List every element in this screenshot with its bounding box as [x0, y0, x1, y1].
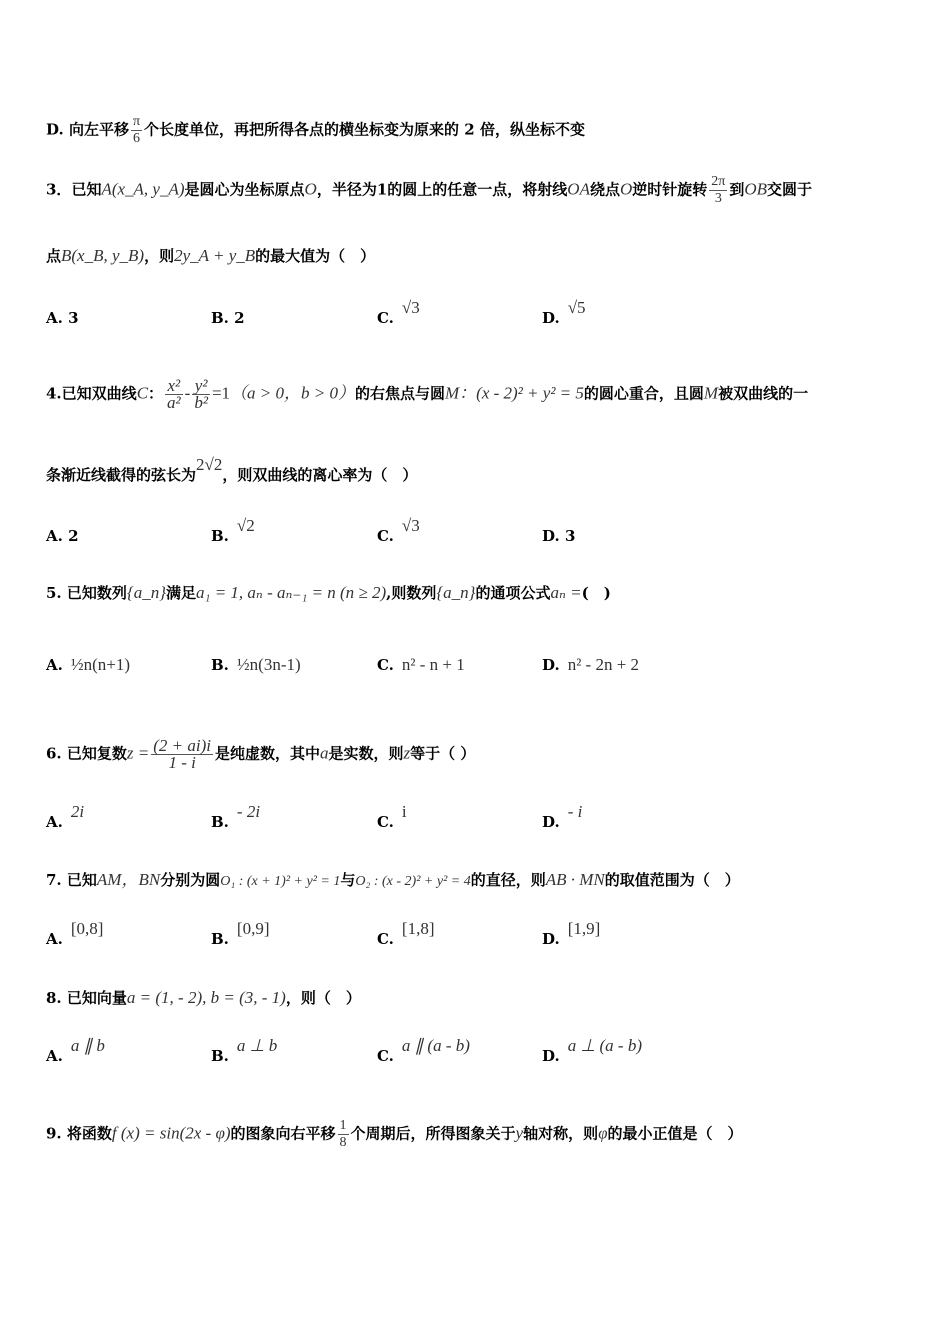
- question-9: 9. 将函数f (x) = sin(2x - φ)的图象向右平移 $\frac{1}{8}$ 个周期后，所得图象关于y轴对称，则φ的最小正值是（ ）: [46, 1118, 743, 1150]
- q3-option-c[interactable]: C.√3: [377, 298, 420, 327]
- fraction: $\frac{\pi}{6}$: [132, 114, 141, 146]
- q4-option-d[interactable]: D. 3: [542, 527, 576, 545]
- option-text: 向左平移: [68, 120, 129, 139]
- q8-option-d[interactable]: D.a ⊥ (a - b): [542, 1036, 642, 1065]
- math-expr: O₂ : (x - 2)² + y² = 4: [355, 874, 471, 889]
- q4-option-c[interactable]: C.√3: [377, 516, 420, 545]
- q8-option-a[interactable]: A.a ∥ b: [46, 1036, 105, 1065]
- math-expr: 2y_A + y_B: [174, 246, 256, 265]
- math-expr: a = (1, - 2), b = (3, - 1): [126, 988, 286, 1007]
- q7-option-c[interactable]: C.[1,8]: [377, 919, 435, 948]
- question-4-line-2: 条渐近线截得的弦长为2√2，则双曲线的离心率为（ ）: [46, 455, 418, 484]
- math-expr: B(x_B, y_B): [61, 246, 145, 265]
- question-4-line-1: 4.已知双曲线C： $\frac{\text{x²}}{\text{a²}}$ - $\frac{\text{y²}}{\text{b²}}$ =1（a > 0，b > 0）的右焦点与圆M：(x - 2)² + y² = 5的圆心重合，且圆M被双曲线的一: [46, 376, 809, 412]
- q3-option-d[interactable]: D.√5: [542, 298, 586, 327]
- q6-option-b[interactable]: B.- 2i: [211, 802, 261, 831]
- question-number: 7.: [46, 871, 62, 889]
- fraction: $\frac{\text{y²}}{\text{b²}}$: [194, 376, 208, 412]
- fraction: $\frac{2\pi}{3}$: [711, 174, 726, 206]
- q7-option-a[interactable]: A.[0,8]: [46, 919, 104, 948]
- q4-option-b[interactable]: B.√2: [211, 516, 255, 545]
- q5-option-c[interactable]: C. n² - n + 1: [377, 655, 465, 674]
- question-3-line-1: 3．已知A(x_A, y_A)是圆心为坐标原点O，半径为1的圆上的任意一点，将射线OA绕点O逆时针旋转 $\frac{2\pi}{3}$ 到OB交圆于: [46, 174, 813, 206]
- math-expr: a₁ = 1, aₙ - aₙ₋₁ = n (n ≥ 2): [196, 583, 387, 602]
- q7-option-b[interactable]: B.[0,9]: [211, 919, 270, 948]
- q5-option-a[interactable]: A. ½n(n+1): [46, 655, 131, 674]
- math-expr: 2√2: [196, 455, 223, 474]
- q3-option-a[interactable]: A. 3: [46, 309, 79, 327]
- question-number: 3．: [46, 180, 72, 199]
- q5-option-b[interactable]: B. ½n(3n-1): [211, 655, 301, 674]
- question-number: 4.: [46, 384, 62, 403]
- question-6: 6. 已知复数z = $\frac{(2 + ai)i}{1 - i}$ 是纯虚数，其中a是实数，则z等于（ ）: [46, 736, 476, 772]
- q7-option-d[interactable]: D.[1,9]: [542, 919, 601, 948]
- q6-option-a[interactable]: A.2i: [46, 802, 85, 831]
- q8-option-c[interactable]: C.a ∥ (a - b): [377, 1036, 470, 1065]
- question-number: 9.: [46, 1124, 62, 1143]
- q5-option-d[interactable]: D. n² - 2n + 2: [542, 655, 640, 674]
- math-expr: f (x) = sin(2x - φ): [111, 1123, 231, 1143]
- q3-option-b[interactable]: B. 2: [211, 309, 245, 327]
- q6-option-c[interactable]: C.i: [377, 802, 407, 831]
- q8-option-b[interactable]: B.a ⊥ b: [211, 1036, 278, 1065]
- math-expr: O₁ : (x + 1)² + y² = 1: [220, 874, 341, 889]
- q2-option-d: D. 向左平移 $\frac{\pi}{6}$ 个长度单位，再把所得各点的横坐标变为原来的 2 倍，纵坐标不变: [46, 114, 585, 146]
- fraction: $\frac{1}{8}$: [339, 1118, 347, 1150]
- q4-option-a[interactable]: A. 2: [46, 527, 79, 545]
- q6-option-d[interactable]: D.- i: [542, 802, 583, 831]
- math-expr: A(x_A, y_A): [101, 179, 185, 199]
- fraction: $\frac{(2 + ai)i}{1 - i}$: [153, 736, 212, 772]
- question-number: 6.: [46, 744, 62, 763]
- question-3-line-2: 点B(x_B, y_B)，则2y_A + y_B的最大值为（ ）: [46, 246, 376, 265]
- question-5: 5. 已知数列{a_n}满足a₁ = 1, aₙ - aₙ₋₁ = n (n ≥ 2),则数列{a_n}的通项公式aₙ =( ): [46, 583, 611, 602]
- question-number: 5.: [46, 584, 62, 602]
- question-number: 8.: [46, 989, 62, 1007]
- question-7: 7. 已知AM，BN分别为圆O₁ : (x + 1)² + y² = 1与O₂ : (x - 2)² + y² = 4的直径，则AB · MN的取值范围为（ ）: [46, 870, 740, 889]
- option-label: D.: [46, 120, 64, 139]
- question-8: 8. 已知向量a = (1, - 2), b = (3, - 1)，则（ ）: [46, 988, 361, 1007]
- fraction: $\frac{\text{x²}}{\text{a²}}$: [167, 376, 181, 412]
